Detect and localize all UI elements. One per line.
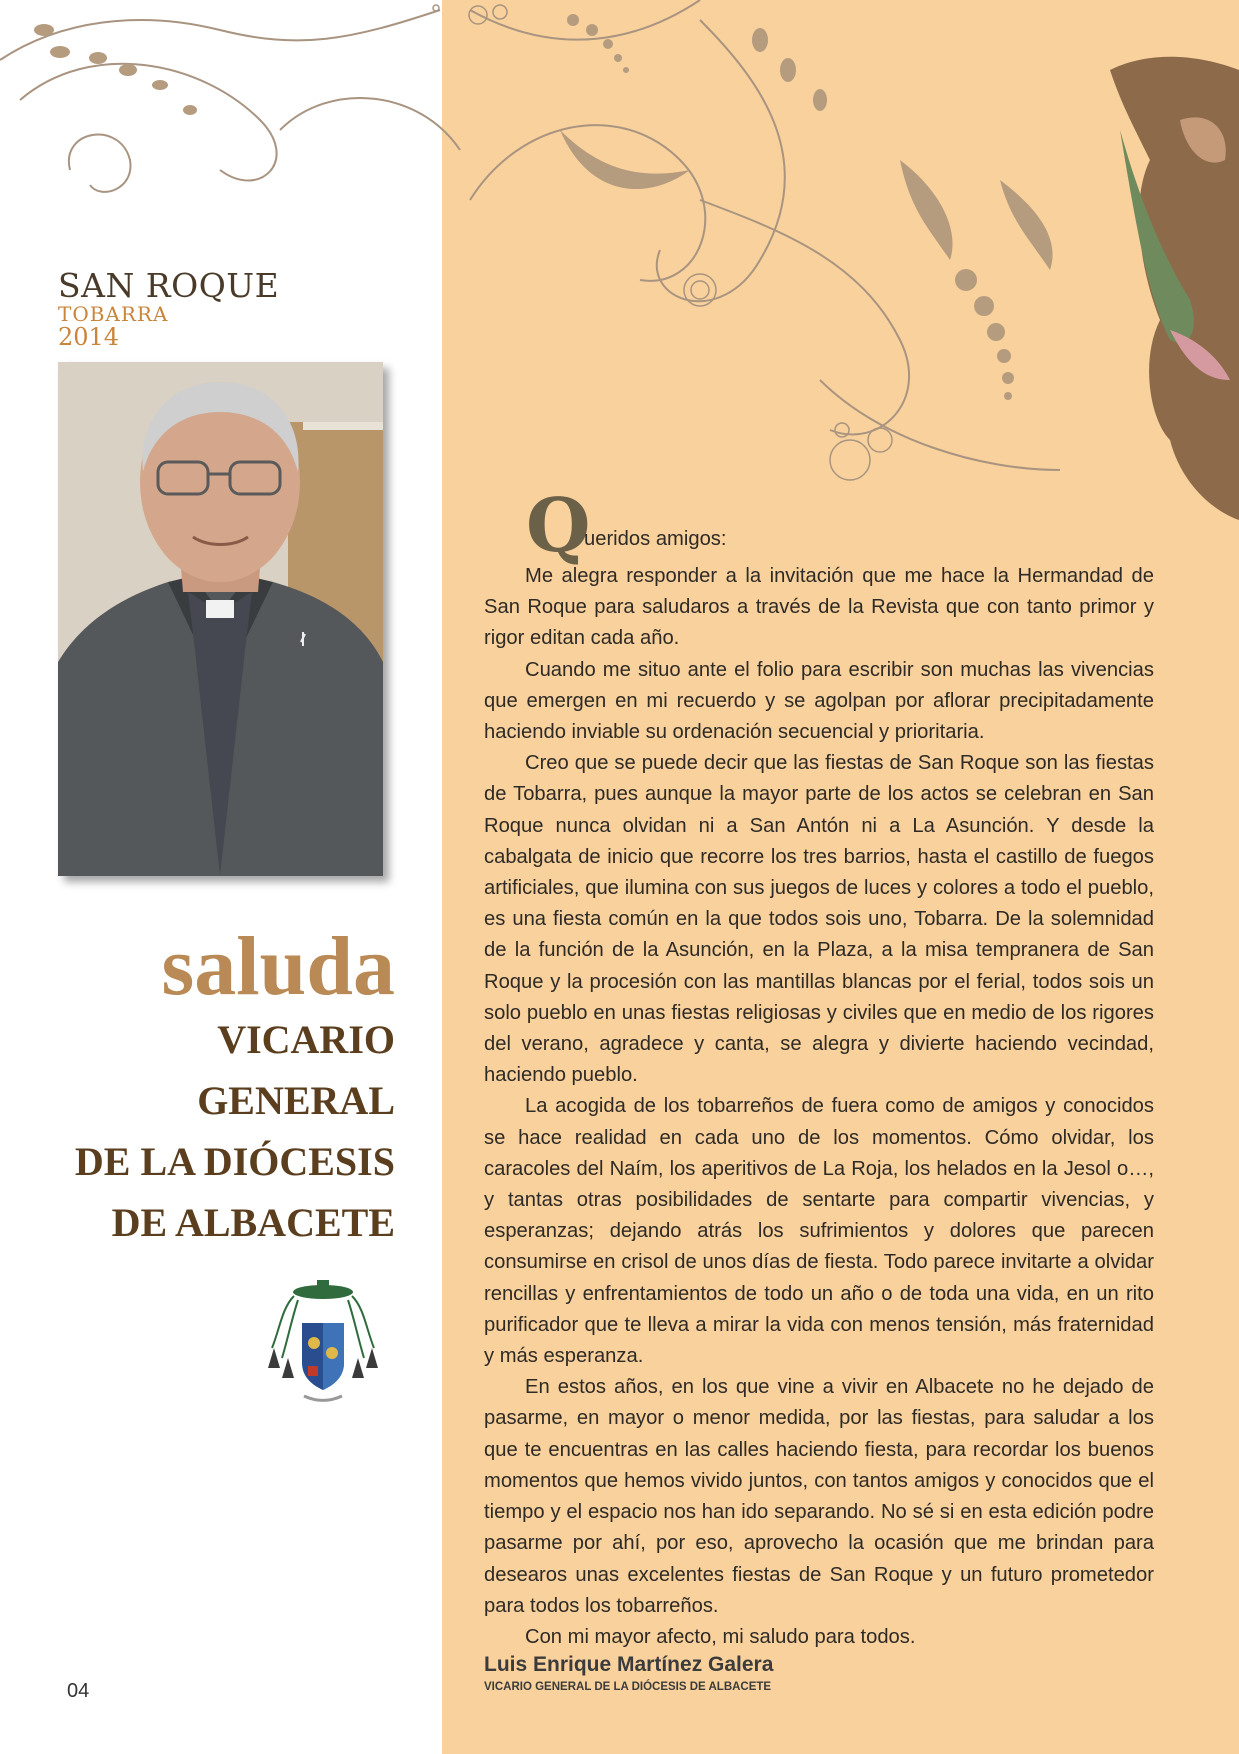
portrait-photo: [58, 362, 383, 876]
paragraph: Con mi mayor afecto, mi saludo para todos.: [525, 1625, 916, 1648]
drop-cap: Q: [526, 483, 591, 569]
page-number: 04: [67, 1680, 90, 1702]
signature-role: VICARIO GENERAL DE LA DIÓCESIS DE ALBACETE: [484, 1681, 772, 1693]
brand-year: 2014: [58, 323, 120, 351]
role-line-4: DE ALBACETE: [111, 1200, 395, 1245]
coat-of-arms-icon: [262, 1278, 384, 1406]
letter-greeting: [484, 483, 1154, 569]
paragraph: Me alegra responder a la invitación que me hace la Hermandad de San Roque para saludaros a través de la Revista que con tanto primor y rigor editan cada año.: [484, 565, 1154, 650]
brand-title: SAN ROQUE: [58, 266, 280, 305]
letter-body: [484, 483, 1154, 1653]
role-line-2: GENERAL: [197, 1078, 395, 1123]
paragraph: En estos años, en los que vine a vivir en Albacete no he dejado de pasarme, en mayor o menor medida, por las fiestas, para saludar a los que te encuentras en las calles haciendo fiesta, para recordar los buenos momentos que hemos vivido juntos, con tantos amigos y conocidos que el tiempo y el espacio nos han ido separando. No sé si en esta edición podre pasarme por ahí, por eso, aprovecho la ocasión que me brindan para desearos unas excelentes fiestas de San Roque y un futuro prometedor para todos los tobarreños.: [484, 1376, 1154, 1617]
paragraph: Cuando me situo ante el folio para escribir son muchas las vivencias que emergen en mi recuerdo y se agolpan por aflorar precipitadamente haciendo inviable su ordenación secuencial y prioritaria.: [484, 658, 1154, 744]
greeting-text: ueridos amigos:: [584, 528, 727, 550]
headline: [40, 920, 395, 1253]
brand-subtitle: TOBARRA: [58, 302, 169, 326]
role-line-3: DE LA DIÓCESIS: [74, 1139, 395, 1184]
role-line-1: VICARIO: [217, 1017, 395, 1062]
paragraph: Creo que se puede decir que las fiestas de San Roque son las fiestas de Tobarra, pues aunque la mayor parte de los actos se celebran en San Roque nunca olvidan ni a San Antón ni a La Asunción. Y desde la cabalgata de inicio que recorre los tres barrios, hasta el castillo de fuegos artificiales, que ilumina con sus juegos de luces y colores a todo el pueblo, es una fiesta común en la que todos sois uno, Tobarra. De la solemnidad de la función de la Asunción, en la Plaza, a la misa tempranera de San Roque y la procesión con las mantillas blancas por el ferial, todos sois un solo pueblo en unas fiestas religiosas y civiles que en medio de los rigores del verano, agradece y canta, se alegra y divierte haciendo vecindad, haciendo pueblo.: [484, 752, 1154, 1087]
saluda-title: saluda: [161, 920, 395, 1013]
signature: [484, 1653, 773, 1693]
paragraph: La acogida de los tobarreños de fuera como de amigos y conocidos se hace realidad en cada uno de los momentos. Cómo olvidar, los caracoles del Naím, los aperitivos de La Roja, los helados en la Jesol o…, y tantas otras posibilidades de sentarte para compartir vivencias, y esperanzas; dejando atrás los sufrimientos y dolores que parecen consumirse en crisol de unos días de fiesta. Todo parece invitarte a olvidar rencillas y enfrentamientos de todo un año o de toda una vida, en un rito purificador que te lleva a mirar la vida con menos tensión, más fraternidad y más esperanza.: [484, 1095, 1154, 1368]
signature-name: Luis Enrique Martínez Galera: [484, 1653, 774, 1676]
magazine-brand: [58, 268, 279, 350]
